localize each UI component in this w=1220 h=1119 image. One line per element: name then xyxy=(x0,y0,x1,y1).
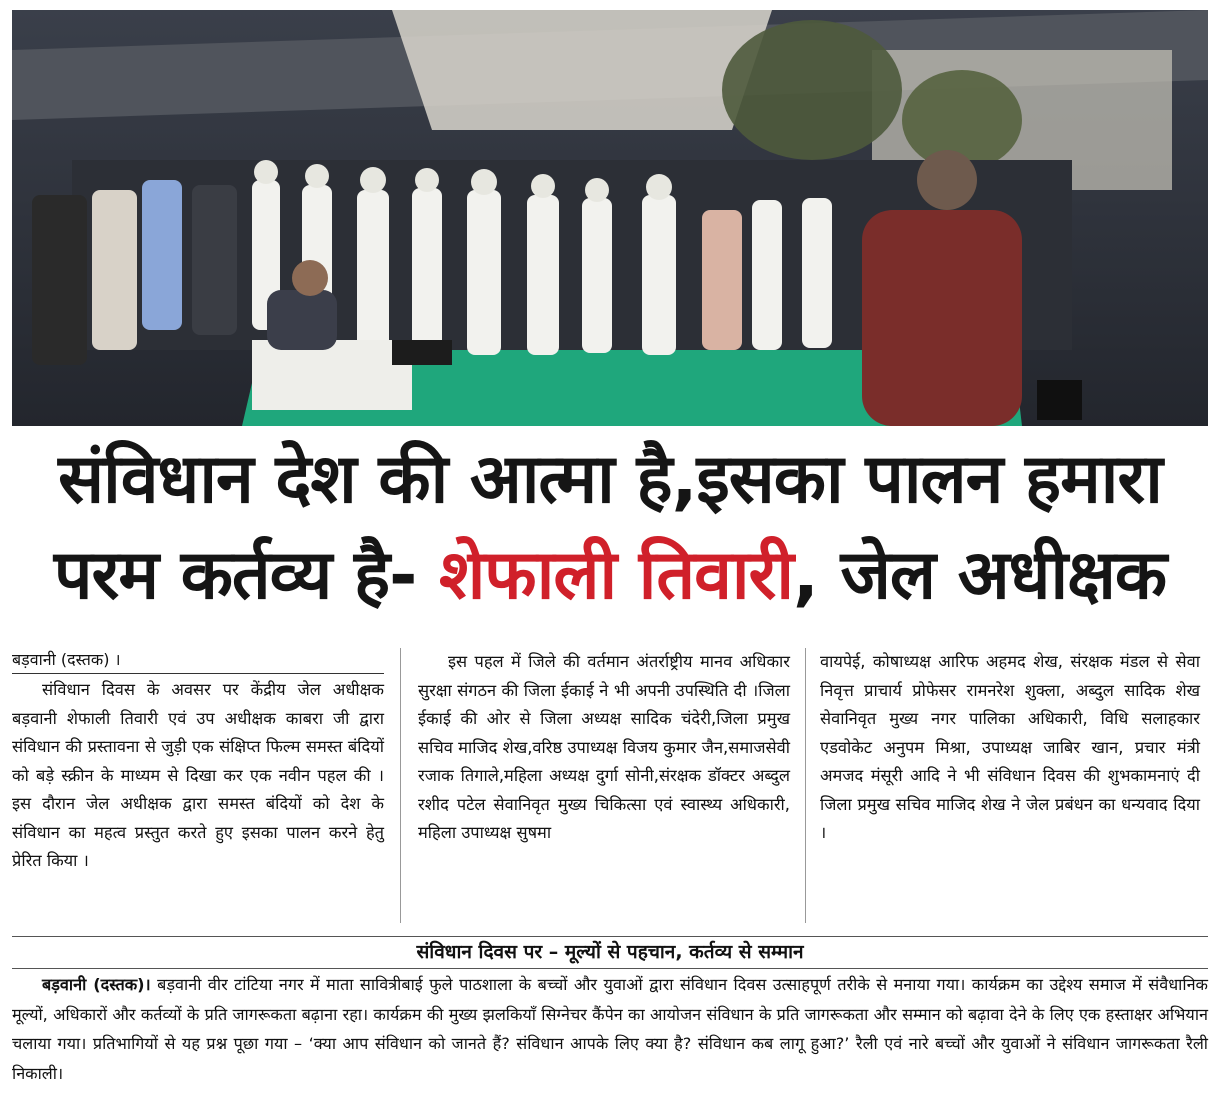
story-2-headline: संविधान दिवस पर – मूल्यों से पहचान, कर्तव्य से सम्मान xyxy=(416,941,804,963)
paragraph: वायपेई, कोषाध्यक्ष आरिफ अहमद शेख, संरक्षक मंडल से सेवा निवृत्त प्राचार्य प्रोफेसर रामनरेश शुक्ला, अब्दुल सादिक शेख सेवानिवृत मुख्य नगर पालिका अधिकारी, विधि सलाहकार एडवोकेट अनुपम मिश्रा, उपाध्यक्ष जाबिर खान, प्रचार मंत्री अमजद मंसूरी आदि ने भी संविधान दिवस की शुभकामनाएं दी जिला प्रमुख सचिव माजिद शेख ने जेल प्रबंधन का धन्यवाद दिया । xyxy=(820,652,1200,842)
rule xyxy=(12,968,1208,969)
rule xyxy=(12,936,1208,937)
photo-illustration xyxy=(12,10,1208,426)
event-photo xyxy=(12,10,1208,426)
story-column-2 xyxy=(418,648,790,848)
headline-name: शेफाली तिवारी xyxy=(439,536,793,615)
story-2-text: बड़वानी वीर टांटिया नगर में माता सावित्रीबाई फुले पाठशाला के बच्चों और युवाओं द्वारा संविधान दिवस उत्साहपूर्ण तरीके से मनाया गया। कार्यक्रम का उद्देश्य समाज में संवैधानिक मूल्यों, अधिकारों और कर्तव्यों के प्रति जागरूकता बढ़ाना रहा। कार्यक्रम की मुख्य झलकियाँ सिग्नेचर कैंपेन का आयोजन संविधान के प्रति जागरूकता और सम्मान को बढ़ावा देने के लिए एक हस्ताक्षर अभियान चलाया गया। प्रतिभागियों से यह प्रश्न पूछा गया – ‘क्या आप संविधान को जानते हैं? संविधान आपके लिए क्या है? संविधान कब लागू हुआ?’ रैली एवं नारे बच्चों और युवाओं ने संविधान जागरूकता रैली निकाली। xyxy=(12,975,1208,1083)
tree xyxy=(722,20,902,160)
speaker-box xyxy=(1037,380,1082,420)
headline-text: परम कर्तव्य है- xyxy=(53,536,440,615)
story-2-body xyxy=(12,970,1208,1088)
story-2-dateline: बड़वानी (दस्तक)। xyxy=(42,975,151,994)
projector xyxy=(392,340,452,365)
paragraph: इस पहल में जिले की वर्तमान अंतर्राष्ट्रीय मानव अधिकार सुरक्षा संगठन की जिला ईकाई ने भी अपनी उपस्थिति दी ।जिला ईकाई की ओर से जिला अध्यक्ष सादिक चंदेरी,जिला प्रमुख सचिव माजिद शेख,वरिष्ठ उपाध्यक्ष विजय कुमार जैन,समाजसेवी रजाक तिगाले,महिला अध्यक्ष दुर्गा सोनी,संरक्षक डॉक्टर अब्दुल रशीद पटेल सेवानिवृत मुख्य चिकित्सा एवं स्वास्थ्य अधिकारी, महिला उपाध्यक्ष सुषमा xyxy=(418,652,790,842)
headline-line-1: संविधान देश की आत्मा है,इसका पालन हमारा xyxy=(58,440,1162,519)
column-divider xyxy=(400,648,401,923)
headline-designation: , जेल अधीक्षक xyxy=(792,536,1167,615)
paragraph: संविधान दिवस के अवसर पर केंद्रीय जेल अधीक्षक बड़वानी शेफाली तिवारी एवं उप अधीक्षक काबरा जी द्वारा संविधान की प्रस्तावना से जुड़ी एक संक्षिप्त फिल्म समस्त बंदियों को बड़े स्क्रीन के माध्यम से दिखा कर एक नवीन पहल की । इस दौरान जेल अधीक्षक द्वारा समस्त बंदियों को देश के संविधान का महत्व प्रस्तुत करते हुए इसका पालन करने हेतु प्रेरित किया । xyxy=(12,680,384,870)
building xyxy=(392,10,772,130)
column-divider xyxy=(805,648,806,923)
story-column-1 xyxy=(12,676,384,876)
seated-person xyxy=(267,290,337,350)
story-column-3 xyxy=(820,648,1200,848)
story-dateline: बड़वानी (दस्तक) । xyxy=(12,650,384,674)
headline-line-2 xyxy=(0,534,1220,618)
paragraph xyxy=(12,970,1208,1088)
table xyxy=(252,340,412,410)
